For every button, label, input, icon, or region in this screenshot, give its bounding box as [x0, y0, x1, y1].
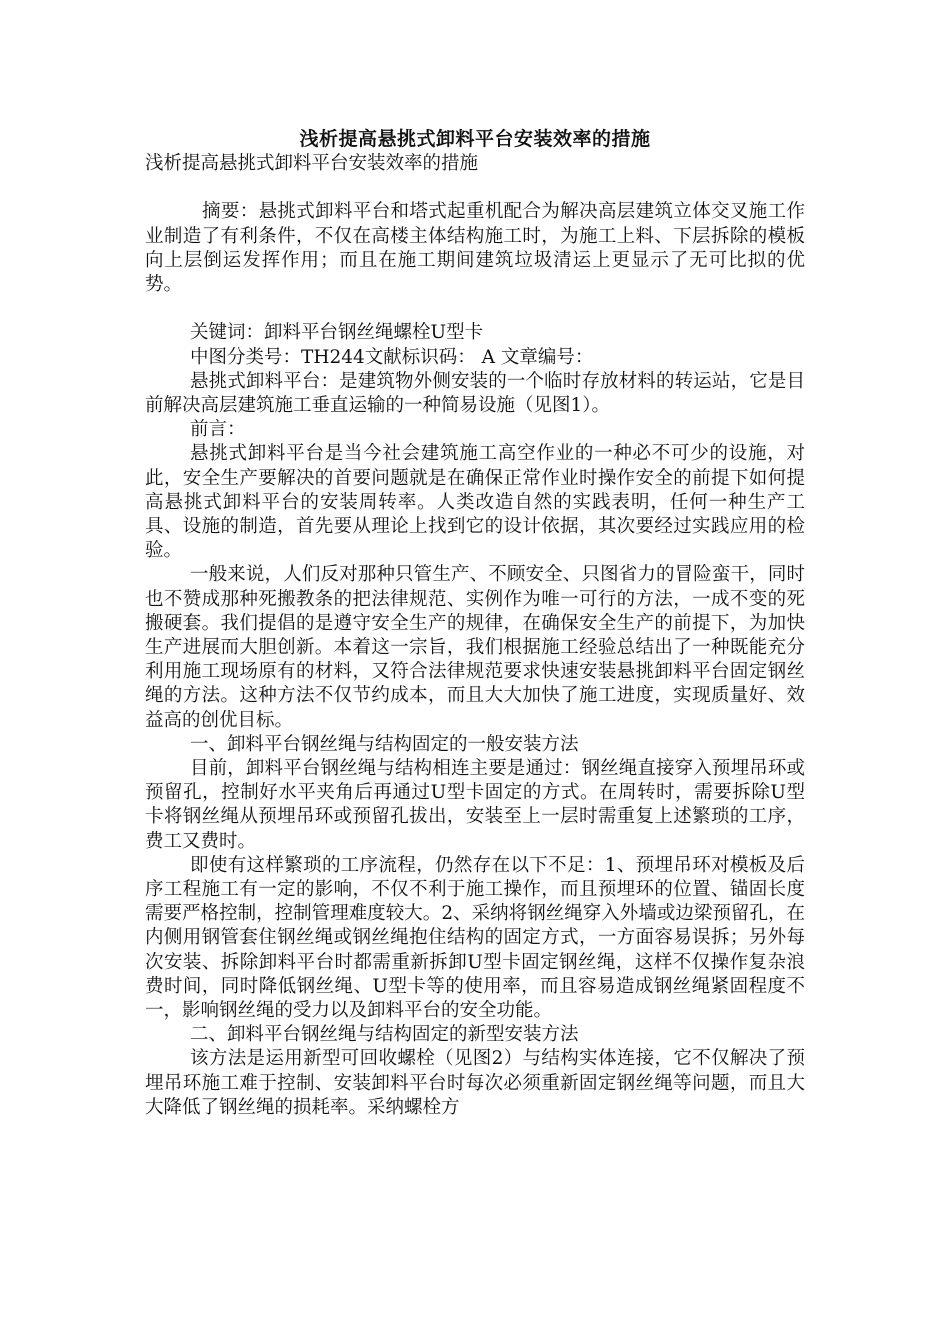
- body-paragraph: 即使有这样繁琐的工序流程，仍然存在以下不足：1、预埋吊环对模板及后序工程施工有一定的影响，不仅不利于施工操作，而且预埋环的位置、锚固长度需要严格控制，控制管理难度较大。2、采纳将钢丝绳穿入外墙或边梁预留孔，在内侧用钢管套住钢丝绳或钢丝绳抱住结构的固定方式，一方面容易误拆；另外每次安装、拆除卸料平台时都需重新拆卸U型卡固定钢丝绳，这样不仅操作复杂浪费时间，同时降低钢丝绳、U型卡等的使用率，而且容易造成钢丝绳紧固程度不一，影响钢丝绳的受力以及卸料平台的安全功能。: [145, 854, 805, 1022]
- document-title: 浅析提高悬挑式卸料平台安装效率的措施: [299, 128, 651, 150]
- blank-line: [145, 176, 805, 200]
- abstract-paragraph: 摘要：悬挑式卸料平台和塔式起重机配合为解决高层建筑立体交叉施工作业制造了有利条件，不仅在高楼主体结构施工时，为施工上料、下层拆除的模板向上层倒运发挥作用；而且在施工期间建筑垃圾清运上更显示了无可比拟的优势。: [145, 201, 805, 295]
- body-paragraph: 目前，卸料平台钢丝绳与结构相连主要是通过：钢丝绳直接穿入预埋吊环或预留孔，控制好水平夹角后再通过U型卡固定的方式。在周转时，需要拆除U型卡将钢丝绳从预埋吊环或预留孔拔出，安装至上一层时需重复上述繁琐的工序，费工又费时。: [145, 758, 805, 852]
- document-subtitle: 浅析提高悬挑式卸料平台安装效率的措施: [145, 153, 479, 174]
- body-paragraph: 悬挑式卸料平台是当今社会建筑施工高空作业的一种必不可少的设施，对此，安全生产要解决的首要问题就是在确保正常作业时操作安全的前提下如何提高悬挑式卸料平台的安装周转率。人类改造自然的实践表明，任何一种生产工具、设施的制造，首先要从理论上找到它的设计依据，其次要经过实践应用的检验。: [145, 443, 805, 562]
- document-body: [145, 152, 805, 1120]
- section-heading-preface: 前言：: [190, 419, 246, 441]
- keywords-line: 关键词：卸料平台钢丝绳螺栓U型卡: [190, 322, 484, 344]
- body-paragraph: 一般来说，人们反对那种只管生产、不顾安全、只图省力的冒险蛮干，同时也不赞成那种死搬教条的把法律规范、实例作为唯一可行的方法，一成不变的死搬硬套。我们提倡的是遵守安全生产的规律，在确保安全生产的前提下，为加快生产进展而大胆创新。本着这一宗旨，我们根据施工经验总结出了一种既能充分利用施工现场原有的材料，又符合法律规范要求快速安装悬挑卸料平台固定钢丝绳的方法。这种方法不仅节约成本，而且大大加快了施工进度，实现质量好、效益高的创优目标。: [145, 564, 805, 731]
- section-heading-2: 二、卸料平台钢丝绳与结构固定的新型安装方法: [190, 1024, 579, 1046]
- body-paragraph: 该方法是运用新型可回收螺栓（见图2）与结构实体连接，它不仅解决了预埋吊环施工难于控制、安装卸料平台时每次必须重新固定钢丝绳等问题，而且大大降低了钢丝绳的损耗率。采纳螺栓方: [145, 1048, 805, 1118]
- body-paragraph: 悬挑式卸料平台：是建筑物外侧安装的一个临时存放材料的转运站，它是目前解决高层建筑施工垂直运输的一种简易设施（见图1）。: [145, 370, 805, 416]
- section-heading-1: 一、卸料平台钢丝绳与结构固定的一般安装方法: [190, 733, 579, 755]
- classification-line: 中图分类号：TH244文献标识码： A 文章编号：: [190, 346, 594, 368]
- blank-line: [145, 297, 805, 321]
